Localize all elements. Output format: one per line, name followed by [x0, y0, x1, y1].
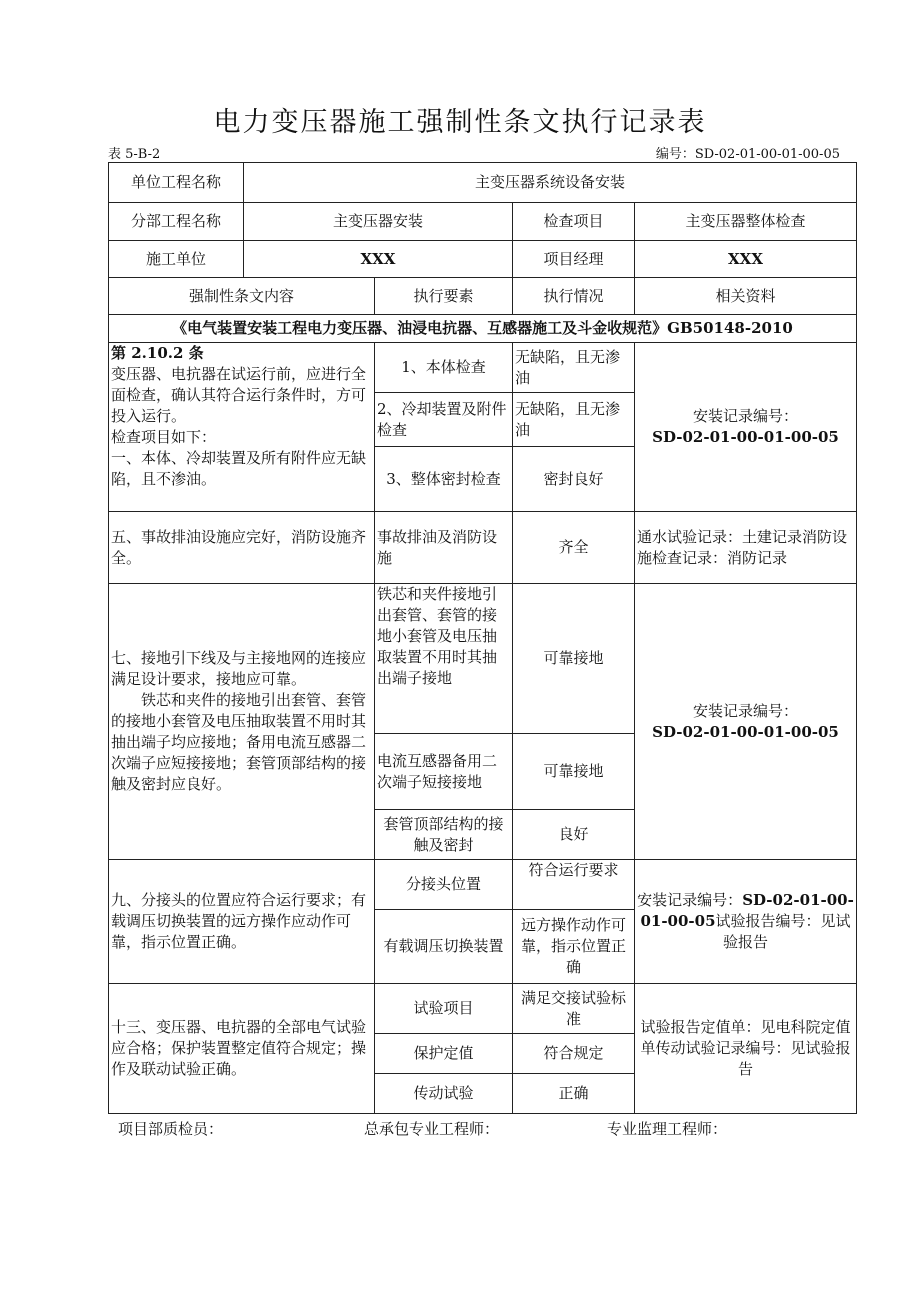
column-header-clause: 强制性条文内容 [109, 278, 375, 315]
element-cell: 铁芯和夹件接地引出套管、套管的接地小套管及电压抽取装置不用时其抽出端子接地 [375, 584, 513, 734]
status-cell: 齐全 [513, 512, 635, 584]
reference-tail: 试验报告编号：见试验报告 [715, 912, 851, 951]
element-cell: 2、冷却装置及附件检查 [375, 393, 513, 447]
reference-code: SD-02-01-00-01-00-05 [640, 891, 854, 930]
clause-text: 检查项目如下： [111, 428, 217, 446]
reference-cell: 通水试验记录：土建记录消防设施检查记录：消防记录 [635, 512, 857, 584]
reference-cell [635, 860, 857, 984]
element-cell: 1、本体检查 [375, 343, 513, 393]
check-item-value: 主变压器整体检查 [635, 203, 857, 241]
reference-cell [635, 584, 857, 860]
clause-number: 第 2.10.2 条 [111, 344, 204, 362]
pm-value: XXX [635, 241, 857, 278]
clause-13: 十三、变压器、电抗器的全部电气试验应合格；保护装置整定值符合规定；操作及联动试验正确。 [109, 984, 375, 1114]
reference-code: SD-02-01-00-01-00-05 [652, 722, 839, 741]
status-cell: 远方操作动作可靠，指示位置正确 [513, 910, 635, 984]
reference-label: 安装记录编号： [693, 407, 799, 425]
status-cell: 满足交接试验标准 [513, 984, 635, 1034]
unit-project-label: 单位工程名称 [109, 163, 244, 203]
clause-9: 九、分接头的位置应符合运行要求；有载调压切换装置的远方操作应动作可靠，指示位置正确。 [109, 860, 375, 984]
clause-text: 一、本体、冷却装置及所有附件应无缺陷，且不渗油。 [111, 449, 367, 488]
column-header-status: 执行情况 [513, 278, 635, 315]
record-code: 编号：SD-02-01-00-01-00-05 [655, 147, 840, 162]
contractor-value: XXX [244, 241, 513, 278]
element-cell: 套管顶部结构的接触及密封 [375, 810, 513, 860]
status-cell: 密封良好 [513, 447, 635, 512]
sub-project-label: 分部工程名称 [109, 203, 244, 241]
contractor-label: 施工单位 [109, 241, 244, 278]
standard-reference: 《电气装置安装工程电力变压器、油浸电抗器、互感器施工及斗金收规范》GB50148-2010 [109, 315, 857, 343]
status-cell: 可靠接地 [513, 584, 635, 734]
clause-2-10-2 [109, 343, 375, 512]
reference-code: SD-02-01-00-01-00-05 [652, 428, 839, 446]
clause-text: 七、接地引下线及与主接地网的连接应满足设计要求，接地应可靠。 [111, 649, 367, 688]
element-cell: 有载调压切换装置 [375, 910, 513, 984]
element-cell: 电流互感器备用二次端子短接接地 [375, 734, 513, 810]
qc-signature-label: 项目部质检员： [118, 1120, 224, 1138]
sub-project-value: 主变压器安装 [244, 203, 513, 241]
column-header-element: 执行要素 [375, 278, 513, 315]
clause-5: 五、事故排油设施应完好，消防设施齐全。 [109, 512, 375, 584]
element-cell: 保护定值 [375, 1034, 513, 1074]
reference-label: 安装记录编号： [637, 891, 743, 909]
reference-label: 安装记录编号： [693, 701, 799, 720]
status-cell: 无缺陷，且无渗油 [513, 343, 635, 393]
status-cell: 良好 [513, 810, 635, 860]
status-cell: 可靠接地 [513, 734, 635, 810]
status-cell: 符合运行要求 [513, 860, 635, 910]
element-cell: 分接头位置 [375, 860, 513, 910]
status-cell: 无缺陷，且无渗油 [513, 393, 635, 447]
reference-cell: 试验报告定值单：见电科院定值单传动试验记录编号：见试验报告 [635, 984, 857, 1114]
element-cell: 传动试验 [375, 1074, 513, 1114]
supervisor-signature-label: 专业监理工程师： [607, 1120, 728, 1138]
check-item-label: 检查项目 [513, 203, 635, 241]
unit-project-value: 主变压器系统设备安装 [244, 163, 857, 203]
column-header-reference: 相关资料 [635, 278, 857, 315]
record-table [108, 162, 857, 1114]
element-cell: 3、整体密封检查 [375, 447, 513, 512]
status-cell: 符合规定 [513, 1034, 635, 1074]
element-cell: 试验项目 [375, 984, 513, 1034]
clause-text: 变压器、电抗器在试运行前，应进行全面检查，确认其符合运行条件时，方可投入运行。 [111, 365, 367, 425]
clause-text: 铁芯和夹件的接地引出套管、套管的接地小套管及电压抽取装置不用时其抽出端子均应接地；备用电流互感器二次端子应短接接地；套管顶部结构的接触及密封应良好。 [111, 691, 367, 793]
form-number: 表 5-B-2 [108, 147, 161, 162]
status-cell: 正确 [513, 1074, 635, 1114]
pm-label: 项目经理 [513, 241, 635, 278]
page-title: 电力变压器施工强制性条文执行记录表 [213, 107, 707, 138]
engineer-signature-label: 总承包专业工程师： [364, 1120, 500, 1138]
reference-cell [635, 343, 857, 512]
clause-7 [109, 584, 375, 860]
element-cell: 事故排油及消防设施 [375, 512, 513, 584]
